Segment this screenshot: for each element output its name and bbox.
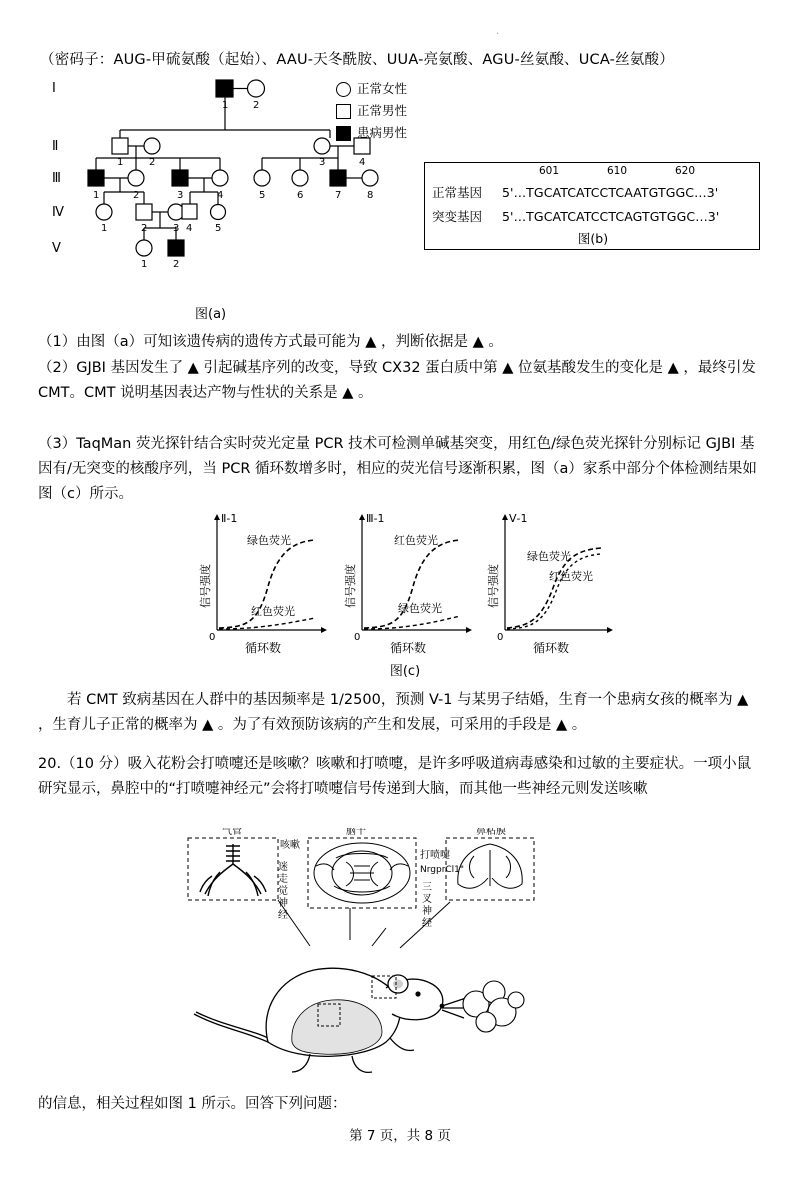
svg-text:循环数: 循环数 (390, 641, 427, 655)
svg-text:红色荧光: 红色荧光 (251, 605, 295, 618)
tick-620: 620 (675, 165, 696, 177)
svg-text:神: 神 (278, 898, 288, 909)
legend-row-normal-male (336, 100, 428, 122)
svg-text:4: 4 (186, 223, 193, 234)
tick-610: 610 (607, 165, 628, 177)
svg-text:6: 6 (297, 190, 304, 201)
svg-text:叉: 叉 (422, 894, 432, 905)
svg-text:脑干: 脑干 (346, 828, 366, 837)
svg-text:Ⅳ: Ⅳ (52, 205, 64, 220)
question-1: （1）由图（a）可知该遗传病的遗传方式最可能为 ▲ ，判断依据是 ▲ 。 (38, 334, 503, 350)
svg-text:1: 1 (222, 100, 229, 111)
codon-note: （密码子：AUG-甲硫氨酸（起始）、AAU-天冬酰胺、UUA-亮氨酸、AGU-丝氨酸、UCA-丝氨酸） (40, 52, 674, 68)
svg-text:7: 7 (335, 190, 342, 201)
svg-text:Ⅴ-1: Ⅴ-1 (509, 512, 528, 525)
question-2: （2）GJBI 基因发生了 ▲ 引起碱基序列的改变，导致 CX32 蛋白质中第 ▲ 位氨基酸发生的变化是 ▲ ，最终引发 CMT。CMT 说明基因表达产物与性状的关系是 ▲ 。 (38, 360, 756, 401)
gene-position-ticks (425, 165, 761, 179)
legend-row-affected-male (336, 122, 428, 144)
svg-text:2: 2 (141, 223, 148, 234)
svg-text:觉: 觉 (278, 886, 288, 897)
circle-open-icon (336, 82, 351, 97)
svg-text:气管: 气管 (222, 828, 242, 837)
chart-V-1 (486, 512, 613, 655)
svg-text:绿色荧光: 绿色荧光 (247, 534, 291, 547)
pcr-charts-svg (195, 512, 615, 662)
svg-text:0: 0 (209, 632, 216, 643)
mouse-diagram (150, 828, 670, 1090)
page-footer: 第 7 页，共 8 页 (349, 1128, 451, 1144)
svg-text:5: 5 (259, 190, 266, 201)
tick-601: 601 (539, 165, 560, 177)
svg-text:Ⅴ: Ⅴ (52, 241, 61, 256)
gene-sequence-box (424, 162, 760, 250)
svg-text:4: 4 (359, 157, 366, 168)
page-top-dot: . (496, 26, 500, 37)
svg-text:5: 5 (215, 223, 222, 234)
svg-text:走: 走 (278, 874, 288, 885)
svg-text:红色荧光: 红色荧光 (549, 570, 593, 583)
svg-text:Ⅲ-1: Ⅲ-1 (366, 512, 385, 525)
figure-a-caption: 图(a) (195, 307, 227, 322)
legend-label: 正常男性 (357, 103, 408, 118)
svg-text:NrgprCl1": NrgprCl1" (420, 865, 465, 875)
svg-text:咳嗽: 咳嗽 (280, 840, 300, 851)
mutant-gene-row (432, 207, 719, 225)
normal-gene-label: 正常基因 (432, 185, 483, 200)
svg-text:1: 1 (141, 259, 148, 270)
svg-text:三: 三 (422, 882, 432, 893)
mouse-diagram-svg (150, 828, 670, 1090)
svg-text:迷: 迷 (278, 862, 288, 873)
legend-label: 患病男性 (357, 125, 408, 140)
svg-text:经: 经 (278, 910, 288, 921)
mutant-gene-sequence: 5'…TGCATCATCCTCAGTGTGGC…3' (501, 209, 720, 224)
svg-text:循环数: 循环数 (533, 641, 570, 655)
svg-text:信号强度: 信号强度 (344, 564, 357, 608)
figure-c-caption: 图(c) (389, 664, 421, 679)
question-20: 20.（10 分）吸入花粉会打喷嚏还是咳嗽？咳嗽和打喷嚏，是许多呼吸道病毒感染和过敏的主要症状。一项小鼠研究显示，鼻腔中的“打喷嚏神经元”会将打喷嚏信号传递到大脑，而其他一些神经元则发送咳嗽 (38, 756, 752, 797)
svg-text:1: 1 (117, 157, 124, 168)
svg-text:3: 3 (319, 157, 326, 168)
svg-text:2: 2 (133, 190, 140, 201)
svg-text:Ⅲ: Ⅲ (52, 171, 61, 186)
svg-text:1: 1 (93, 190, 100, 201)
svg-text:4: 4 (217, 190, 224, 201)
question-4: 若 CMT 致病基因在人群中的基因频率是 1/2500，预测 V-1 与某男子结婚，生育一个患病女孩的概率为 ▲ ，生育儿子正常的概率为 ▲ 。为了有效预防该病的产生和发展，可采用的手段是 ▲ 。 (38, 692, 749, 733)
svg-text:Ⅱ: Ⅱ (52, 139, 59, 154)
figure-b-caption: 图(b) (577, 231, 609, 246)
svg-text:循环数: 循环数 (245, 641, 282, 655)
mutant-gene-label: 突变基因 (432, 209, 483, 224)
pcr-charts (195, 512, 615, 662)
svg-text:1: 1 (101, 223, 108, 234)
normal-gene-sequence: 5'…TGCATCATCCTCAATGTGGC…3' (501, 185, 719, 200)
chart-III-1 (343, 512, 472, 655)
svg-text:红色荧光: 红色荧光 (394, 534, 438, 547)
square-filled-icon (336, 126, 351, 141)
svg-text:Ⅰ: Ⅰ (52, 81, 56, 96)
svg-text:3: 3 (177, 190, 184, 201)
question-20-tail: 的信息，相关过程如图 1 所示。回答下列问题： (38, 1096, 347, 1112)
pedigree-legend (336, 78, 428, 144)
question-3: （3）TaqMan 荧光探针结合实时荧光定量 PCR 技术可检测单碱基突变，用红色/绿色荧光探针分别标记 GJBI 基因有/无突变的核酸序列，当 PCR 循环数增多时，相应的荧光信号逐渐积累，图（a）家系中部分个体检测结果如图（c）所示。 (38, 436, 757, 502)
svg-text:鼻粘膜: 鼻粘膜 (476, 828, 506, 837)
chart-II-1 (198, 512, 327, 655)
svg-text:0: 0 (354, 632, 361, 643)
svg-text:神: 神 (422, 906, 432, 917)
legend-row-normal-female (336, 78, 428, 100)
square-open-icon (336, 104, 351, 119)
svg-text:打喷嚏: 打喷嚏 (420, 850, 450, 861)
svg-text:2: 2 (253, 100, 260, 111)
svg-text:绿色荧光: 绿色荧光 (398, 602, 442, 615)
svg-text:信号强度: 信号强度 (487, 564, 500, 608)
svg-text:经: 经 (422, 918, 432, 929)
svg-text:绿色荧光: 绿色荧光 (527, 550, 571, 563)
svg-text:信号强度: 信号强度 (199, 564, 212, 608)
svg-text:2: 2 (173, 259, 180, 270)
legend-label: 正常女性 (357, 81, 408, 96)
normal-gene-row (432, 183, 718, 201)
svg-text:2: 2 (149, 157, 156, 168)
svg-text:Ⅱ-1: Ⅱ-1 (221, 512, 238, 525)
svg-text:8: 8 (367, 190, 374, 201)
svg-text:0: 0 (497, 632, 504, 643)
svg-text:3: 3 (173, 223, 180, 234)
